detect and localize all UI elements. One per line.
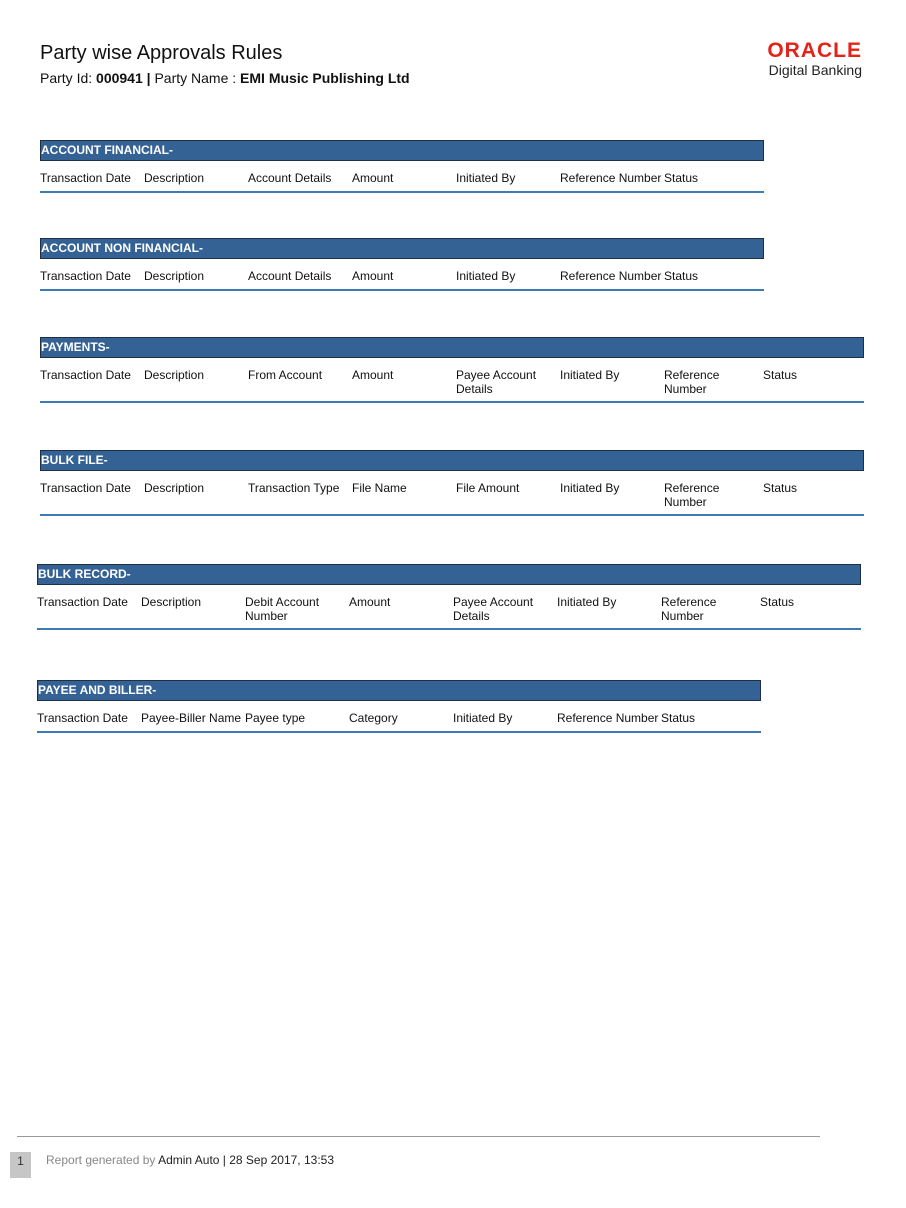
- column-header: Description: [144, 368, 205, 382]
- column-header: Transaction Date: [37, 711, 128, 725]
- section-header: PAYEE AND BILLER-: [37, 680, 761, 701]
- column-header: Reference Number: [664, 481, 720, 509]
- section-header: BULK FILE-: [40, 450, 864, 471]
- column-header: Description: [144, 269, 205, 283]
- section-header: ACCOUNT NON FINANCIAL-: [40, 238, 764, 259]
- column-header: Transaction Date: [40, 269, 131, 283]
- section-divider: [40, 514, 864, 516]
- column-header: Status: [760, 595, 795, 609]
- section-payments: [40, 337, 864, 404]
- party-id-label: Party Id:: [40, 70, 93, 86]
- section-divider: [40, 191, 764, 193]
- column-header: Initiated By: [456, 171, 516, 185]
- column-header: Transaction Date: [37, 595, 128, 609]
- column-header: Initiated By: [453, 711, 513, 725]
- column-header: Debit Account Number: [245, 595, 320, 623]
- section-account-financial: [40, 140, 764, 194]
- column-header: Description: [144, 481, 205, 495]
- report-generated-info: [46, 1153, 334, 1167]
- column-header: Transaction Date: [40, 368, 131, 382]
- column-header: File Name: [352, 481, 407, 495]
- column-header: Description: [144, 171, 205, 185]
- column-header: Initiated By: [560, 368, 620, 382]
- column-header: Payee Account Details: [456, 368, 537, 396]
- column-header: Status: [763, 481, 798, 495]
- column-header: Status: [664, 171, 699, 185]
- section-divider: [37, 731, 761, 733]
- column-header: Transaction Date: [40, 481, 131, 495]
- oracle-logo-word: ORACLE: [767, 39, 862, 62]
- party-info: [40, 70, 410, 86]
- column-header: Status: [661, 711, 696, 725]
- section-header: ACCOUNT FINANCIAL-: [40, 140, 764, 161]
- column-header: Amount: [352, 269, 394, 283]
- column-header: Initiated By: [560, 481, 620, 495]
- oracle-logo: [767, 40, 862, 78]
- column-header: Initiated By: [557, 595, 617, 609]
- section-divider: [40, 289, 764, 291]
- column-header: Account Details: [248, 269, 332, 283]
- column-header: Payee-Biller Name: [141, 711, 242, 725]
- column-header: Reference Number: [557, 711, 659, 725]
- column-header: Description: [141, 595, 202, 609]
- section-header: PAYMENTS-: [40, 337, 864, 358]
- column-header: Reference Number: [560, 269, 662, 283]
- column-header: Status: [664, 269, 699, 283]
- section-payee-and-biller: [37, 680, 761, 734]
- party-name: EMI Music Publishing Ltd: [240, 70, 410, 86]
- section-bulk-file: [40, 450, 864, 517]
- page-title: Party wise Approvals Rules: [40, 42, 283, 64]
- column-header: Payee Account Details: [453, 595, 534, 623]
- column-header: Payee type: [245, 711, 306, 725]
- column-header: Initiated By: [456, 269, 516, 283]
- column-header: File Amount: [456, 481, 520, 495]
- column-header: Amount: [352, 368, 394, 382]
- column-header: Reference Number: [560, 171, 662, 185]
- section-bulk-record: [37, 564, 861, 631]
- column-header: Reference Number: [664, 368, 720, 396]
- column-header: Amount: [352, 171, 394, 185]
- column-header: Reference Number: [661, 595, 717, 623]
- party-separator: |: [146, 70, 151, 86]
- column-header: Transaction Type: [248, 481, 340, 495]
- generated-by: Admin Auto | 28 Sep 2017, 13:53: [158, 1153, 334, 1167]
- column-header: Status: [763, 368, 798, 382]
- generated-label: Report generated by: [46, 1153, 156, 1167]
- column-header: Transaction Date: [40, 171, 131, 185]
- party-name-label: Party Name :: [154, 70, 237, 86]
- section-divider: [40, 401, 864, 403]
- oracle-logo-subtitle: Digital Banking: [768, 62, 862, 78]
- column-header: Amount: [349, 595, 391, 609]
- column-header: Category: [349, 711, 398, 725]
- column-header: Account Details: [248, 171, 332, 185]
- column-header: From Account: [248, 368, 323, 382]
- footer-divider: [17, 1136, 820, 1137]
- section-header: BULK RECORD-: [37, 564, 861, 585]
- page-number: 1: [10, 1152, 31, 1178]
- party-id: 000941: [96, 70, 143, 86]
- section-divider: [37, 628, 861, 630]
- section-account-non-financial: [40, 238, 764, 292]
